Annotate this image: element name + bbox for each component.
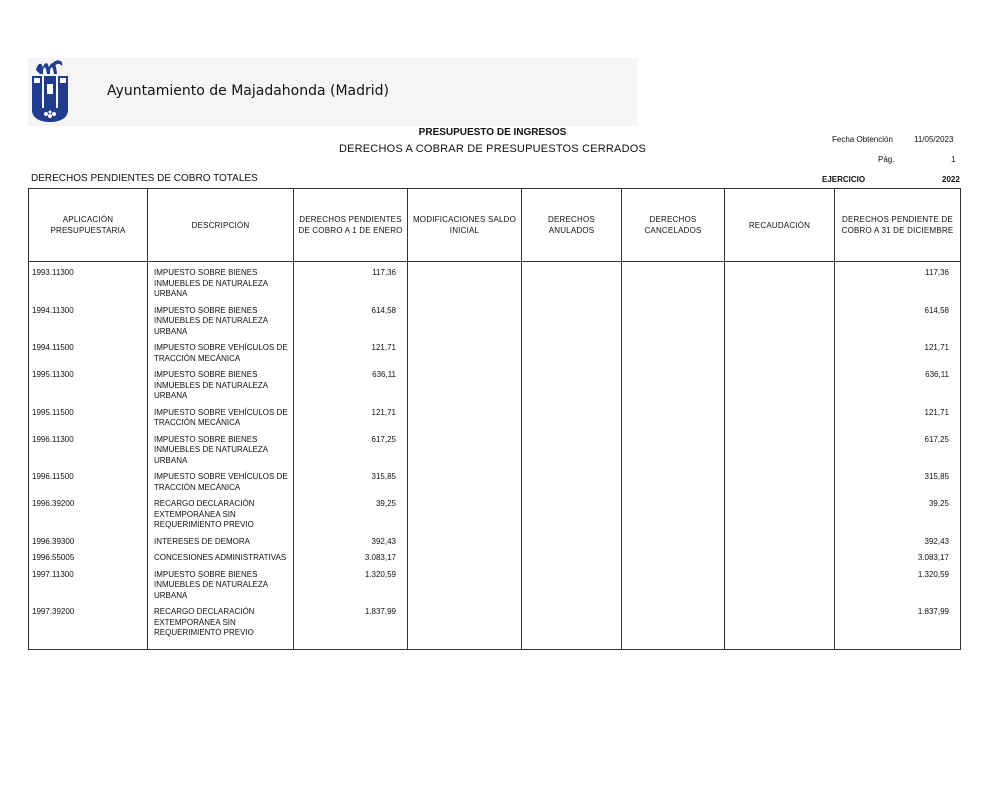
cell-final: 121,71 [835,408,961,435]
cell-modificaciones [408,408,522,435]
cell-cancelados [622,306,725,344]
cell-cancelados [622,553,725,570]
cell-recaudacion [725,408,835,435]
cell-inicial: 1.320,59 [294,570,408,608]
cell-anulados [522,570,622,608]
table-row [29,553,961,570]
cell-recaudacion [725,343,835,370]
cell-anulados [522,472,622,499]
column-header-recaudacion: RECAUDACIÓN [725,189,835,262]
cell-final: 617,25 [835,435,961,473]
cell-inicial: 315,85 [294,472,408,499]
cell-aplicacion: 1995.11500 [29,408,148,435]
cell-final: 636,11 [835,370,961,408]
cell-final: 614,58 [835,306,961,344]
cell-modificaciones [408,343,522,370]
cell-final: 3.083,17 [835,553,961,570]
cell-final: 392,43 [835,537,961,554]
column-header-aplicacion: APLICACIÓN PRESUPUESTARIA [29,189,148,262]
page-number: 1 [951,155,956,164]
cell-anulados [522,607,622,645]
cell-aplicacion: 1996.11500 [29,472,148,499]
cell-final: 117,36 [835,268,961,306]
cell-final: 1.837,99 [835,607,961,645]
cell-inicial: 636,11 [294,370,408,408]
cell-anulados [522,306,622,344]
cell-aplicacion: 1996.39300 [29,537,148,554]
fiscal-year-label: EJERCICIO [822,175,866,184]
table-row [29,268,961,306]
cell-inicial: 617,25 [294,435,408,473]
column-header-modificaciones: MODIFICACIONES SALDO INICIAL [408,189,522,262]
column-header-inicial: DERECHOS PENDIENTES DE COBRO A 1 DE ENERO [294,189,408,262]
table-row [29,537,961,554]
table-row [29,499,961,537]
column-header-cancelados: DERECHOS CANCELADOS [622,189,725,262]
cell-descripcion: CONCESIONES ADMINISTRATIVAS [148,553,294,570]
cell-cancelados [622,268,725,306]
cell-descripcion: IMPUESTO SOBRE VEHÍCULOS DE TRACCIÓN MECÁNICA [148,408,294,435]
cell-cancelados [622,343,725,370]
cell-anulados [522,408,622,435]
cell-cancelados [622,499,725,537]
table-row [29,435,961,473]
cell-inicial: 1.837,99 [294,607,408,645]
column-header-anulados: DERECHOS ANULADOS [522,189,622,262]
cell-recaudacion [725,499,835,537]
cell-descripcion: INTERESES DE DEMORA [148,537,294,554]
cell-modificaciones [408,435,522,473]
cell-descripcion: RECARGO DECLARACIÓN EXTEMPORÁNEA SIN REQUERIMIENTO PREVIO [148,499,294,537]
table-row [29,472,961,499]
date-label: Fecha Obtención [832,135,893,144]
table-row [29,607,961,645]
table-row [29,306,961,344]
cell-recaudacion [725,306,835,344]
cell-descripcion: IMPUESTO SOBRE BIENES INMUEBLES DE NATURALEZA URBANA [148,435,294,473]
cell-cancelados [622,408,725,435]
section-title: DERECHOS PENDIENTES DE COBRO TOTALES [31,173,258,184]
column-header-final: DERECHOS PENDIENTE DE COBRO A 31 DE DICIEMBRE [835,189,961,262]
table-row [29,408,961,435]
cell-cancelados [622,435,725,473]
cell-modificaciones [408,607,522,645]
cell-modificaciones [408,472,522,499]
cell-anulados [522,343,622,370]
cell-descripcion: IMPUESTO SOBRE VEHÍCULOS DE TRACCIÓN MECÁNICA [148,343,294,370]
table-row [29,570,961,608]
cell-aplicacion: 1996.39200 [29,499,148,537]
cell-inicial: 392,43 [294,537,408,554]
cell-descripcion: IMPUESTO SOBRE VEHÍCULOS DE TRACCIÓN MECÁNICA [148,472,294,499]
cell-descripcion: RECARGO DECLARACIÓN EXTEMPORÁNEA SIN REQUERIMIENTO PREVIO [148,607,294,645]
cell-final: 39,25 [835,499,961,537]
table-row [29,343,961,370]
cell-aplicacion: 1996.11300 [29,435,148,473]
cell-aplicacion: 1993.11300 [29,268,148,306]
cell-cancelados [622,370,725,408]
cell-anulados [522,499,622,537]
budget-table [28,188,961,650]
cell-modificaciones [408,537,522,554]
cell-inicial: 117,36 [294,268,408,306]
cell-recaudacion [725,607,835,645]
cell-recaudacion [725,370,835,408]
cell-modificaciones [408,370,522,408]
cell-descripcion: IMPUESTO SOBRE BIENES INMUEBLES DE NATURALEZA URBANA [148,370,294,408]
cell-descripcion: IMPUESTO SOBRE BIENES INMUEBLES DE NATURALEZA URBANA [148,570,294,608]
cell-modificaciones [408,570,522,608]
cell-anulados [522,370,622,408]
cell-descripcion: IMPUESTO SOBRE BIENES INMUEBLES DE NATURALEZA URBANA [148,306,294,344]
page-label: Pág. [878,155,895,164]
cell-cancelados [622,607,725,645]
cell-recaudacion [725,537,835,554]
cell-inicial: 121,71 [294,343,408,370]
cell-aplicacion: 1996.55005 [29,553,148,570]
cell-final: 1.320,59 [835,570,961,608]
cell-inicial: 39,25 [294,499,408,537]
cell-modificaciones [408,553,522,570]
cell-aplicacion: 1994.11500 [29,343,148,370]
cell-descripcion: IMPUESTO SOBRE BIENES INMUEBLES DE NATURALEZA URBANA [148,268,294,306]
cell-recaudacion [725,268,835,306]
cell-inicial: 614,58 [294,306,408,344]
date-value: 11/05/2023 [914,135,954,144]
cell-cancelados [622,537,725,554]
cell-anulados [522,537,622,554]
cell-aplicacion: 1997.11300 [29,570,148,608]
majadahonda-coat-of-arms-icon [30,58,70,122]
table-row [29,370,961,408]
cell-modificaciones [408,268,522,306]
cell-inicial: 3.083,17 [294,553,408,570]
cell-modificaciones [408,306,522,344]
fiscal-year-value: 2022 [942,175,960,184]
organization-name: Ayuntamiento de Majadahonda (Madrid) [107,83,390,99]
table-header-row [29,189,961,262]
cell-recaudacion [725,472,835,499]
cell-inicial: 121,71 [294,408,408,435]
cell-anulados [522,268,622,306]
cell-anulados [522,553,622,570]
column-header-descripcion: DESCRIPCIÓN [148,189,294,262]
cell-final: 121,71 [835,343,961,370]
cell-cancelados [622,570,725,608]
report-subtitle: DERECHOS A COBRAR DE PRESUPUESTOS CERRADOS [338,143,647,155]
cell-cancelados [622,472,725,499]
cell-recaudacion [725,553,835,570]
cell-modificaciones [408,499,522,537]
report-title: PRESUPUESTO DE INGRESOS [418,127,567,138]
cell-recaudacion [725,435,835,473]
cell-recaudacion [725,570,835,608]
cell-aplicacion: 1994.11300 [29,306,148,344]
cell-aplicacion: 1997.39200 [29,607,148,645]
cell-aplicacion: 1995.11300 [29,370,148,408]
cell-anulados [522,435,622,473]
cell-final: 315,85 [835,472,961,499]
